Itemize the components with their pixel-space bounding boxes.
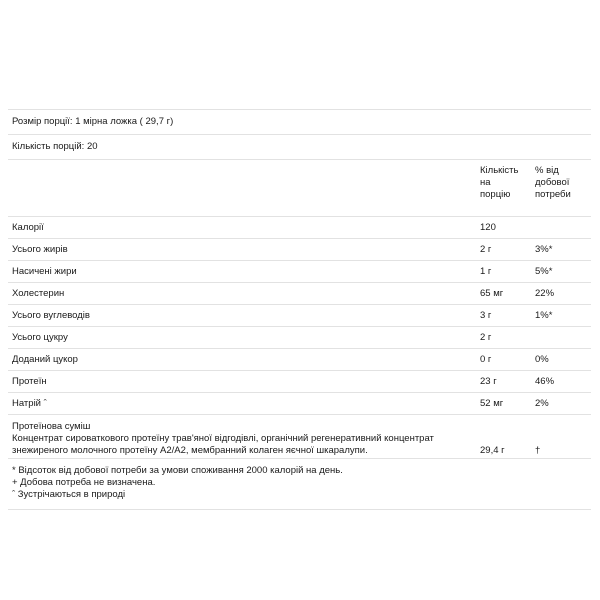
nutrient-amount: 120 bbox=[480, 222, 496, 233]
nutrient-amount: 2 г bbox=[480, 332, 492, 343]
nutrient-amount: 65 мг bbox=[480, 288, 504, 299]
nutrient-row bbox=[8, 238, 591, 260]
servings-count: Кількість порцій: 20 bbox=[8, 134, 591, 159]
table-header bbox=[8, 159, 591, 216]
nutrient-name: Усього жирів bbox=[12, 244, 68, 255]
nutrient-row bbox=[8, 392, 591, 414]
nutrient-daily-value: 5%* bbox=[535, 266, 553, 277]
nutrient-name: Холестерин bbox=[12, 288, 65, 299]
serving-size: Розмір порції: 1 мірна ложка ( 29,7 г) bbox=[8, 109, 591, 134]
nutrient-name: Протеїн bbox=[12, 376, 47, 387]
protein-blend-daily-value: † bbox=[535, 445, 541, 456]
nutrient-row bbox=[8, 370, 591, 392]
protein-blend-text bbox=[12, 421, 472, 457]
nutrient-row bbox=[8, 348, 591, 370]
nutrient-daily-value: 2% bbox=[535, 398, 549, 409]
footnotes bbox=[8, 458, 591, 510]
nutrient-daily-value: 46% bbox=[535, 376, 555, 387]
nutrient-amount: 0 г bbox=[480, 354, 492, 365]
header-amount: Кількість на порцію bbox=[480, 165, 519, 200]
footnote: + Добова потреба не визначена. bbox=[12, 477, 156, 488]
nutrient-daily-value: 3%* bbox=[535, 244, 553, 255]
nutrient-name: Доданий цукор bbox=[12, 354, 78, 365]
nutrient-amount: 3 г bbox=[480, 310, 492, 321]
protein-blend-row bbox=[8, 414, 591, 458]
protein-blend-description: Концентрат сироваткового протеїну трав'яної відгодівлі, органічний регенеративний концентрат знежиреного молочного протеїну A2/A2, мембранний колаген яєчної шкаралупи. bbox=[12, 433, 434, 456]
nutrient-name: Калорії bbox=[12, 222, 44, 233]
protein-blend-amount: 29,4 г bbox=[480, 445, 505, 456]
nutrient-amount: 2 г bbox=[480, 244, 492, 255]
nutrient-row bbox=[8, 282, 591, 304]
nutrient-amount: 23 г bbox=[480, 376, 497, 387]
nutrient-name: Усього цукру bbox=[12, 332, 68, 343]
nutrient-daily-value: 0% bbox=[535, 354, 549, 365]
nutrient-row bbox=[8, 304, 591, 326]
header-daily-value: % від добової потреби bbox=[535, 165, 571, 200]
nutrient-daily-value: 1%* bbox=[535, 310, 553, 321]
nutrient-row bbox=[8, 326, 591, 348]
nutrient-row bbox=[8, 216, 591, 238]
nutrient-name: Натрій ˆ bbox=[12, 398, 47, 409]
nutrient-daily-value: 22% bbox=[535, 288, 555, 299]
protein-blend-title: Протеїнова суміш bbox=[12, 421, 91, 432]
nutrient-amount: 1 г bbox=[480, 266, 492, 277]
footnote: ˆ Зустрічаються в природі bbox=[12, 489, 126, 500]
nutrient-name: Насичені жири bbox=[12, 266, 77, 277]
nutrient-name: Усього вуглеводів bbox=[12, 310, 90, 321]
nutrient-amount: 52 мг bbox=[480, 398, 504, 409]
nutrition-facts-panel bbox=[8, 109, 591, 510]
nutrient-row bbox=[8, 260, 591, 282]
footnote: * Відсоток від добової потреби за умови споживання 2000 калорій на день. bbox=[12, 465, 343, 476]
